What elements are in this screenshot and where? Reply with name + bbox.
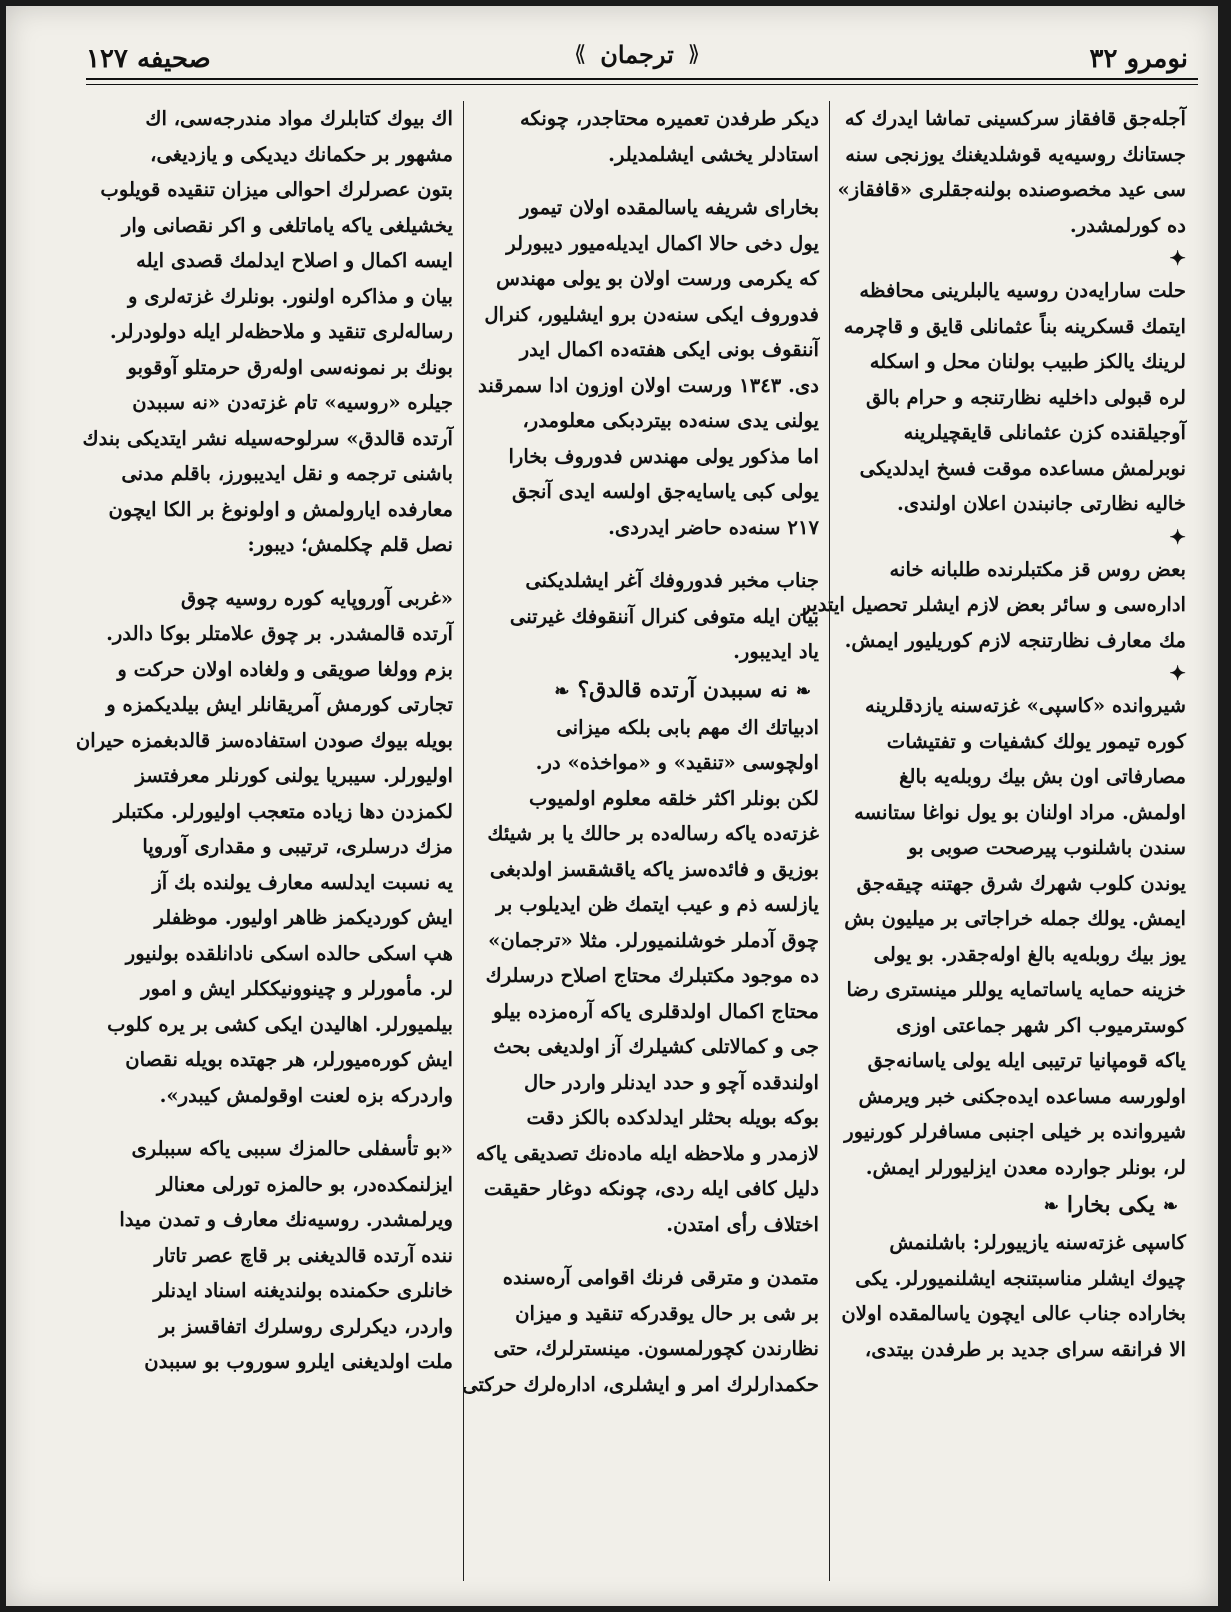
text-line: باشنى ترجمه و نقل ايديبورز، باقلم مدنى [121, 462, 453, 485]
article-block [840, 1225, 1186, 1367]
text-line: آرتده قالدق» سرلوحه‌سيله نشر ايتديكى بندك [82, 426, 453, 450]
text-line: ده كورلمشدر. [1069, 213, 1186, 237]
text-line: كه يكرمى ورست اولان بو يولى مهندس [496, 267, 819, 290]
text-line: «غربى آوروپايه كوره روسيه چوق [181, 586, 453, 610]
text-line: ايتمك قسكرينه بناً عثمانلى قايق و قاچرمه [843, 314, 1186, 338]
text-line: ياكه قومپانيا ترتيبى ايله يولى ياسانه‌جق [867, 1049, 1186, 1072]
text-line: يوز بيك روبله‌يه بالغ اولەجقدر. بو يولى [873, 942, 1186, 966]
text-line: يخشيلغى ياكه ياماتلغى و اكر نقصانى وار [121, 213, 453, 237]
text-line: جناب مخبر فدوروفك آغر ايشلديكنى [525, 569, 819, 592]
text-line: اما مذكور يولى مهندس فدوروف بخارا [508, 444, 819, 468]
text-line: غزته‌ده ياكه رساله‌ده بر حالك يا بر شيئك [487, 822, 819, 845]
text-columns [76, 101, 1196, 1581]
text-line: ملت اولديغنى ايلرو سوروب بو سببدن [144, 1350, 453, 1373]
text-line: اوليورلر. سيبريا يولنى كورنلر معرفتسز [135, 764, 453, 787]
text-line: لكمزدن دها زياده متعجب اوليورلر. مكتبلر [113, 799, 453, 823]
text-line: بتون عصرلرك احوالى ميزان تنقيده قويلوب [100, 178, 453, 201]
text-line: رساله‌لرى تنقيد و ملاحظه‌لر ايله دولودرلر. [109, 320, 453, 343]
text-line: يه نسبت ايدلسه معارف يولنده بك آز [152, 870, 453, 894]
article-headline [840, 1185, 1186, 1225]
article-block [801, 552, 1186, 659]
text-line: ادبياتك اك مهم بابى بلكه ميزانى [556, 715, 819, 739]
text-line: ننده آرتده قالديغنى بر قاچ عصر تاتار [154, 1243, 453, 1267]
text-line: سندن باشلنوب پيرصحت صوبى بو [908, 836, 1186, 859]
text-line: هپ اسكى حالده اسكى نادانلقده بولنيور [125, 941, 453, 965]
text-line: لره قبولى داخليه نظارتنجه و حرام بالق [865, 385, 1186, 409]
text-line: بخاراى شريفه ياسالمقده اولان تيمور [519, 196, 819, 219]
separator-icon: ✦ [1169, 524, 1186, 549]
text-line: نصل قلم چكلمش؛ ديبور: [247, 533, 453, 556]
column-right [801, 101, 1196, 1581]
text-line: مشهور بر حكمانك ديديكى و يازديغى، [150, 142, 453, 166]
column-middle [464, 101, 830, 1581]
text-line: اولچوسى «تنقيد» و «مواخذه» در. [535, 751, 819, 774]
article-block [474, 101, 819, 172]
article-block [462, 1260, 819, 1402]
text-line: يازلسه ذم و عيب ايتمك ظن ايديلوب بر [496, 893, 819, 916]
text-line: اداره‌سى و سائر بعض لازم ايشلر تحصيل ايتدير [801, 593, 1186, 616]
text-line: لرينك يالكز طبيب بولنان محل و اسكله [869, 350, 1186, 373]
headline-ornament-icon: ❧ [554, 680, 570, 702]
text-line: دليل كافى ايله ردى، چونكه دوغار حقيقت [483, 1177, 819, 1200]
text-line: يول دخى حالا اكمال ايديله‌ميور ديبورلر [506, 231, 819, 255]
headline-text: يكى بخارا [1066, 1192, 1155, 1218]
text-line: لر، بونلر جوارده معدن ايزليورلر ايمش. [865, 1155, 1186, 1179]
text-line: كوسترميوب اكر شهر جماعتى اوزى [896, 1013, 1186, 1037]
text-line: آرتده قالمشدر. بر چوق علامتلر بوكا دالدر. [106, 622, 453, 645]
text-line: بوزيق و فائده‌سز ياكه ياقشقسز اولدبغى [489, 857, 819, 881]
article-block [837, 101, 1186, 243]
text-line: لر. مأمورلر و چينوونيككلر ايش و امور [140, 977, 453, 1000]
newspaper-page [6, 6, 1218, 1606]
text-line: بيان و مذاكره اولنور. بونلرك غزته‌لرى و [127, 284, 453, 308]
text-line: ايزلنمكده‌در، بو حالمزه تورلى معنالر [156, 1172, 453, 1196]
article-block [474, 563, 819, 670]
text-line: بوكه بويله بحثلر ايدلدكده بالكز دقت [526, 1106, 819, 1129]
header-rule-thin [86, 84, 1198, 85]
headline-ornament-icon: ❧ [795, 680, 811, 702]
text-line: الا فرانقه سراى جديد بر طرفدن بيتدى، [864, 1337, 1186, 1361]
page-header [76, 36, 1198, 81]
text-line: محتاج اكمال اولدقلرى ياكه آره‌مزده بيلو‌ [493, 999, 819, 1023]
text-line: دى. ١٣٤٣ ورست اولان اوزون ادا سمرقند [478, 373, 819, 397]
text-line: بعض روس قز مكتبلرنده طلبانه خانه [889, 557, 1186, 581]
issue-number: نومرو ٣٢ [1089, 44, 1188, 74]
text-line: خانلرى حكمنده بولنديغنه اسناد ايدنلر [153, 1279, 453, 1302]
text-line: خاليه نظارتى جانبندن اعلان اولندى. [897, 492, 1186, 515]
text-line: حكمدارلرك امر و ايشلرى، اداره‌لرك حركتى [462, 1372, 819, 1396]
text-line: بويله بيوك صودن استفاده‌سز قالدبغمزه حيران [75, 728, 453, 752]
text-line: يولنى يدى سنه‌ده بيتردبكى معلومدر، [522, 409, 819, 432]
article-block [840, 273, 1186, 522]
text-line: اولندقده آچو و حدد ايدنلر واردر حال [524, 1070, 819, 1094]
text-line: فدوروف ايكى سنه‌دن برو ايشليور، كنرال [484, 302, 819, 326]
column-left [75, 101, 464, 1581]
text-line: ٢١٧ سنه‌ده حاضر ايدردى. [608, 515, 819, 539]
text-line: متمدن و مترقى فرنك اقوامى آره‌سنده [502, 1266, 819, 1289]
text-line: يوندن كلوب شهرك شرق جهتنه چيقه‌جق [856, 871, 1186, 895]
text-line: اك بيوك كتابلرك مواد مندرجه‌سى، اك [145, 107, 453, 130]
text-line: نظارندن كچورلمسون. مينسترلرك، حتى [493, 1337, 819, 1360]
headline-ornament-icon: ❧ [1043, 1196, 1059, 1217]
page-number: صحيفه ١٢٧ [86, 44, 211, 74]
article-block [840, 688, 1186, 1185]
text-line: ايمش. يولك جمله خراجاتى بر ميليون بش [844, 907, 1186, 930]
separator-icon: ✦ [1169, 661, 1186, 685]
ornament-right-icon: ⟫ [687, 42, 701, 67]
article-block [474, 190, 819, 545]
text-line: استادلر يخشى ايشلمديلر. [608, 142, 819, 166]
text-line: لازمدر و ملاحظه ايله ماده‌نك تصديقى ياكه [475, 1141, 819, 1165]
text-line: كوره تيمور يولك كشفيات و تفتيشات [886, 729, 1186, 753]
text-line: چوق آدملر خوشلنميورلر. مثلا «ترجمان» [488, 928, 819, 952]
text-line: بيلميورلر. اهاليدن ايكى كشى بر يره كلوب [107, 1012, 453, 1036]
text-line: نوبرلمش مساعده موقت فسخ ايدلديكى [859, 456, 1186, 480]
header-rule [86, 78, 1198, 80]
masthead [574, 40, 700, 69]
text-line: واردر، ديكرلرى روسلرك اتفاقسز بر [159, 1314, 453, 1338]
text-line: «بو تأسفلى حالمزك سببى ياكه سببلرى [131, 1137, 453, 1160]
article-block [82, 101, 453, 563]
ornament-left-icon: ⟪ [573, 42, 587, 67]
text-line: چيوك ايشلر مناسبتنجه ايشلنميورلر. يكى [855, 1266, 1186, 1290]
text-line: جيلره «روسيه» تام غزته‌دن «نه سببدن [132, 391, 453, 414]
text-line: يولى كبى ياسايه‌جق اولسه ايدى آنجق [511, 480, 819, 503]
text-line: بيان ايله متوفى كنرال آننقوفك غيرتنى [509, 604, 819, 628]
headline-text: نه سببدن آرتده قالدق؟ [577, 676, 788, 703]
text-line: اولورسه مساعده ايده‌جكنى خبر ويرمش [858, 1084, 1186, 1108]
text-line: خزينه حمايه ياساتمايه يوللر مينسترى رضا [846, 978, 1186, 1001]
text-line: بزم وولغا صويقى و ولغاده اولان حركت و [117, 657, 453, 681]
article-headline [474, 670, 819, 710]
text-line: تجارتى كورمش آمريقانلر ايش بيلديكمزه و [106, 693, 453, 716]
newspaper-title: ترجمان [600, 40, 674, 69]
text-line: ده موجود مكتبلرك محتاج اصلاح درسلرك [485, 964, 819, 987]
article-block [108, 1131, 453, 1380]
text-line: جى و كمالاتلى كشيلرك آز اولديغى بحث [493, 1035, 819, 1058]
text-line: مزك درسلرى، ترتيبى و مقدارى آوروپا [142, 835, 453, 858]
text-line: بونك بر نمونه‌سى اولەرق حرمتلو آوقوبو [127, 355, 453, 379]
text-line: مك معارف نظارتنجه لازم كوريليور ايمش. [844, 628, 1186, 652]
text-line: بر شى بر حال يوقدركه تنقيد و ميزان [515, 1301, 819, 1325]
text-line: ايسه اكمال و اصلاح ايدلمك قصدى ايله [136, 249, 453, 272]
text-line: سى عيد مخصوصنده بولنەجقلرى «قافقاز» [837, 178, 1186, 201]
text-line: اولمش. مراد اولنان بو يول نواغا ستانسه [854, 800, 1186, 824]
text-line: ديكر طرفدن تعميره محتاجدر، چونكه [520, 107, 819, 130]
text-line: شيروانده «كاسپى» غزته‌سنه يازدقلرينه [865, 694, 1186, 717]
text-line: لكن بونلر اكثر خلقه معلوم اولميوب [528, 786, 819, 810]
article-block [75, 581, 453, 1114]
separator-icon: ✦ [1169, 246, 1186, 270]
text-line: بخاراده جناب عالى ايچون ياسالمقده اولان [841, 1302, 1186, 1325]
text-line: آننقوف بونى ايكى هفته‌ده اكمال ايدر [519, 338, 819, 361]
text-line: مصارفاتى اون بش بيك روبله‌يه بالغ [899, 765, 1186, 788]
text-line: كاسپى غزته‌سنه يازييورلر: باشلنمش [889, 1231, 1186, 1254]
text-line: ايش كورديكمز ظاهر اوليور. موظفلر [154, 906, 453, 929]
text-line: شيروانده بر خيلى اجنبى مسافرلر كورنيور [844, 1120, 1186, 1143]
text-line: اختلاف رأى امتدن. [666, 1212, 819, 1236]
article-block [474, 710, 819, 1243]
text-line: آجلەجق قافقاز سركسينى تماشا ايدرك كە [844, 107, 1186, 130]
text-line: ويرلمشدر. روسيه‌نك معارف و تمدن ميدا [119, 1208, 453, 1231]
text-line: واردركه بزه لعنت اوقولمش كيبدر». [159, 1083, 453, 1107]
text-line: آوجيلقنده كزن عثمانلى قايقچيلرينه [903, 421, 1186, 444]
text-line: ايش كوره‌ميورلر، هر جهتده بويله نقصان [125, 1048, 453, 1071]
text-line: جستانك روسيەيە قوشلديغنك يوزنجى سنه [845, 142, 1186, 166]
text-line: ياد ايديبور. [733, 640, 819, 663]
text-line: حلت سارايەدن روسيە يالبلرينى محافظه [859, 279, 1186, 302]
headline-ornament-icon: ❧ [1162, 1196, 1178, 1217]
text-line: معارفده ايارولمش و اولونوغ بر الكا ايچون [108, 497, 453, 521]
